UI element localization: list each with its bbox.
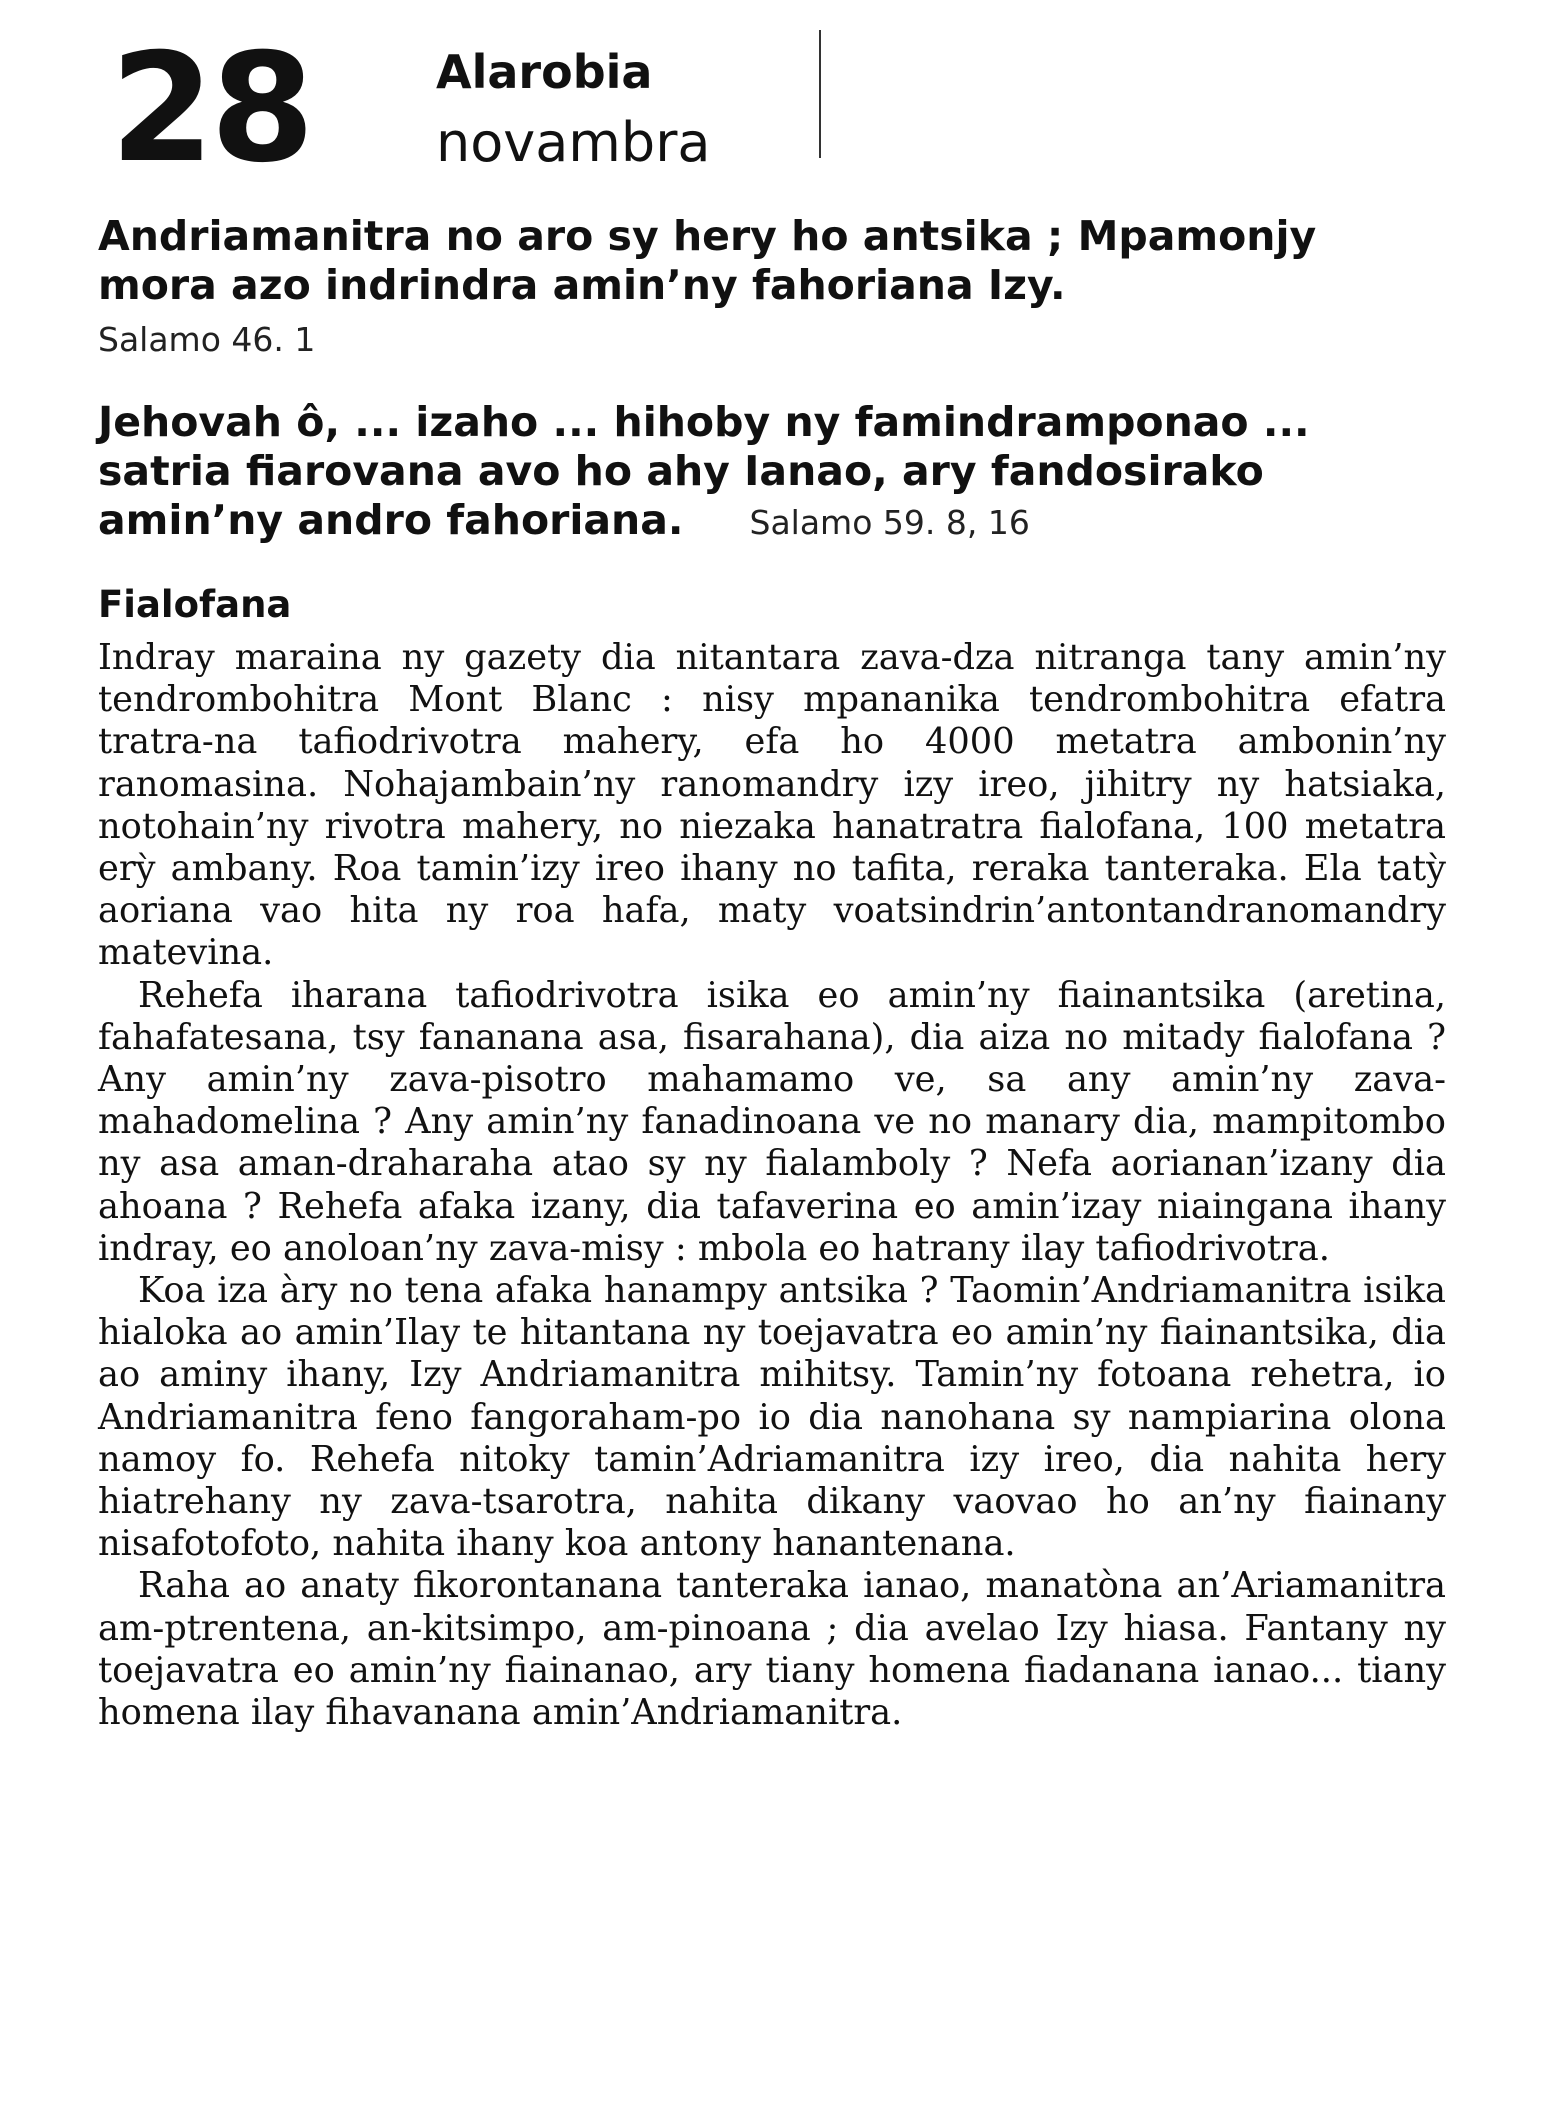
verse-2-reference: Salamo 59. 8, 16 [749,503,1030,542]
verse-1-text: Andriamanitra no aro sy hery ho antsika ; Mpamonjy mora azo indrindra amin’ny fahoriana Izy. [98,212,1317,309]
verse-2 [98,398,1448,547]
date-header [98,22,858,196]
paragraph-3: Koa iza àry no tena afaka hanampy antsika ? Taomin’Andriamanitra isika hialoka ao amin’Ilay te hitantana ny toejavatra eo amin’ny fiainantsika, dia ao aminy ihany, Izy Andriamanitra mihitsy. Tamin’ny fotoana rehetra, io Andriamanitra feno fangoraham-po io dia nanohana sy nampiarina olona namoy fo. Rehefa nitoky tamin’Adriamanitra izy ireo, dia nahita hery hiatrehany ny zava-tsarotra, nahita dikany vaovao ho an’ny fiainany nisafotofoto, nahita ihany koa antony hanantenana. [98,1270,1446,1565]
paragraph-1: Indray maraina ny gazety dia nitantara zava-dza nitranga tany amin’ny tendrombohitra Mont Blanc : nisy mpananika tendrombohitra efatra tratra-na tafiodrivotra mahery, efa ho 4000 metatra ambonin’ny ranomasina. Nohajambain’ny ranomandry izy ireo, jihitry ny hatsiaka, notohain’ny rivotra mahery, no niezaka hanatratra fialofana, 100 metatra erỳ ambany. Roa tamin’izy ireo ihany no tafita, reraka tanteraka. Ela tatỳ aoriana vao hita ny roa hafa, maty voatsindrin’antontandranomandry matevina. [98,637,1446,974]
paragraph-2: Rehefa iharana tafiodrivotra isika eo amin’ny fiainantsika (aretina, fahafatesana, tsy fananana asa, fisarahana), dia aiza no mitady fialofana ? Any amin’ny zava-pisotro mahamamo ve, sa any amin’ny zava-mahadomelina ? Any amin’ny fanadinoana ve no manary dia, mampitombo ny asa aman-draharaha atao sy ny fialamboly ? Nefa aorianan’izany dia ahoana ? Rehefa afaka izany, dia tafaverina eo amin’izay niaingana ihany indray, eo anoloan’ny zava-misy : mbola eo hatrany ilay tafiodrivotra. [98,974,1446,1269]
paragraph-4: Raha ao anaty fikorontanana tanteraka ianao, manatòna an’Ariamanitra am-ptrentena, an-kitsimpo, am-pinoana ; dia avelao Izy hiasa. Fantany ny toejavatra eo amin’ny fiainanao, ary tiany homena fiadanana ianao... tiany homena ilay fihavanana amin’Andriamanitra. [98,1565,1446,1734]
verse-1-reference: Salamo 46. 1 [98,320,316,359]
verse-1 [98,212,1448,310]
verse-2-text: Jehovah ô, ... izaho ... hihoby ny famindramponao ... satria fiarovana avo ho ahy Ianao, ary fandosirako amin’ny andro fahoriana. [98,398,1310,544]
devotional-text [98,637,1446,1734]
header-divider [819,30,821,158]
day-number: 28 [110,22,311,196]
section-title: Fialofana [98,583,292,626]
weekday: Alarobia [436,45,653,99]
month: novambra [436,111,711,174]
